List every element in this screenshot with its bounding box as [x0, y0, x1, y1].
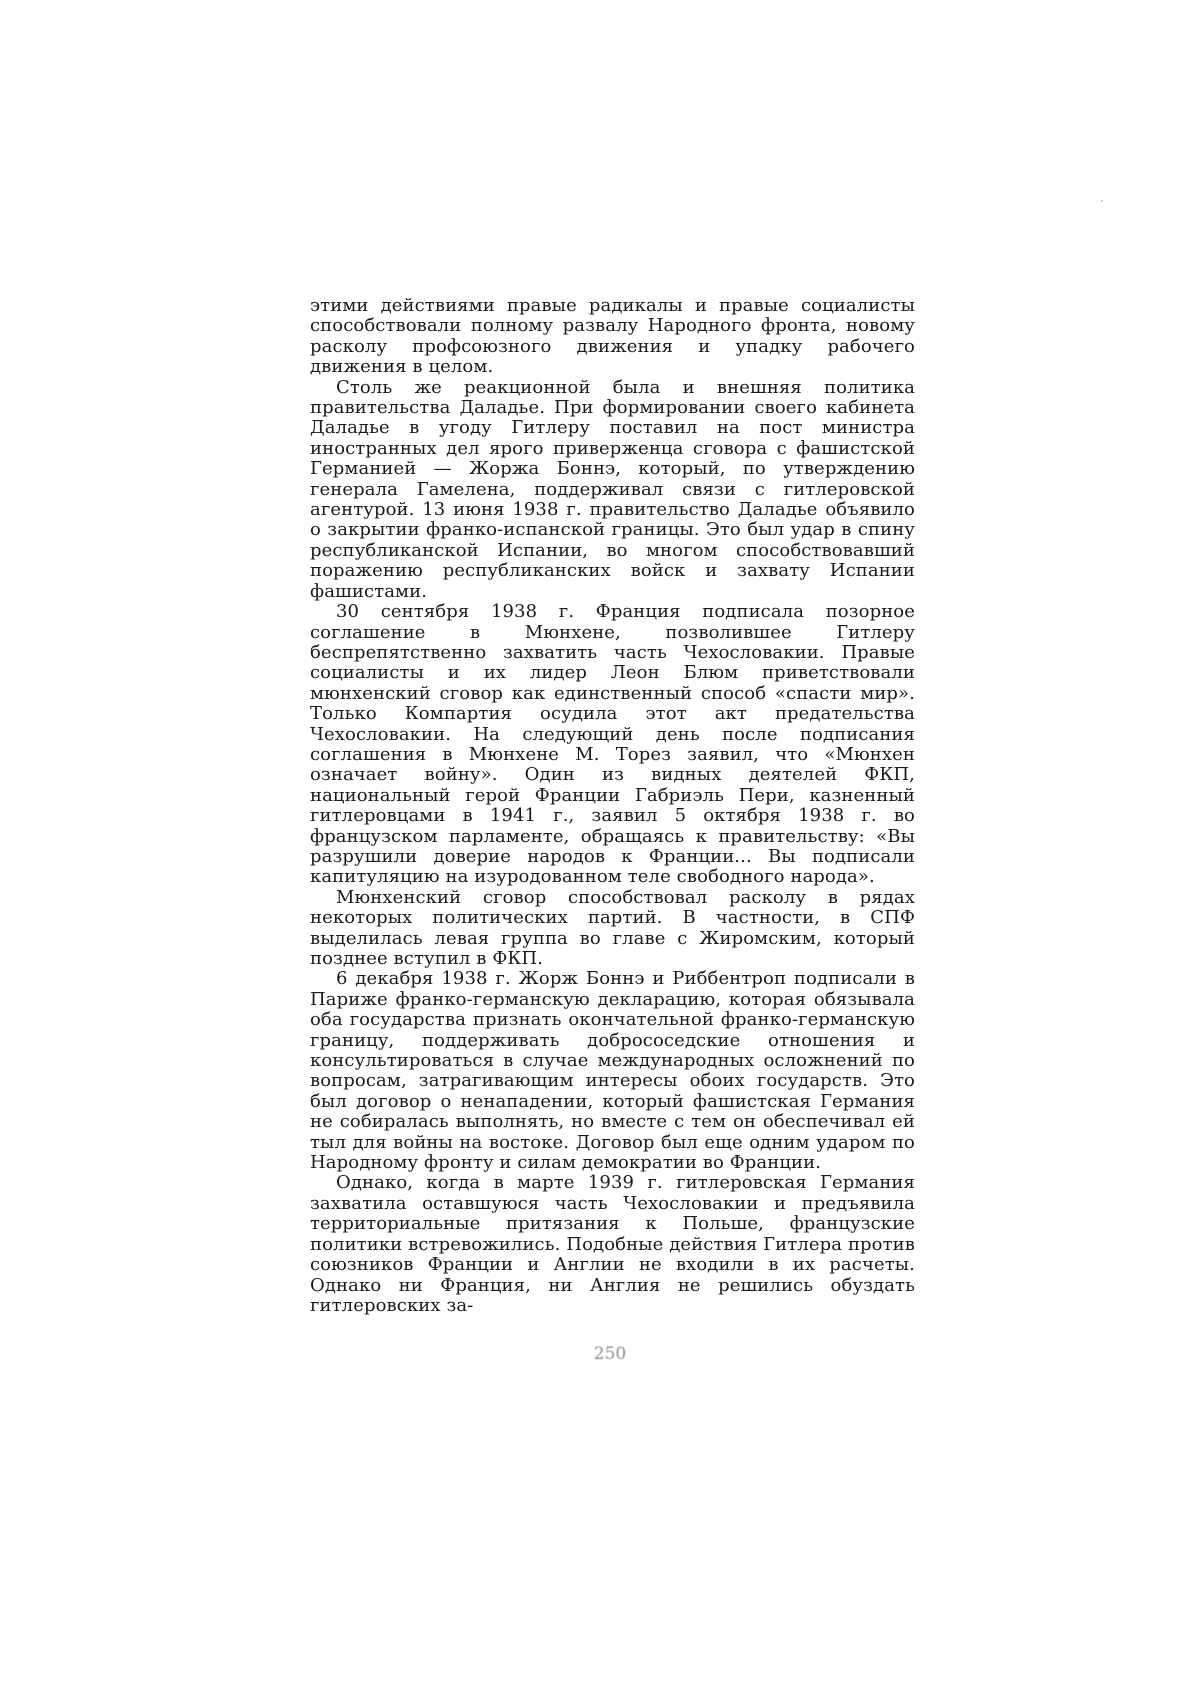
paragraph-franco-german-declaration: 6 декабря 1938 г. Жорж Боннэ и Риббентроп подписали в Париже франко-германскую декларацию, которая обязывала оба государства признать окончательной франко-германскую границу, поддерживать добрососедские отношения и консультироваться в случае международных осложнений по вопросам, затрагивающим интересы обоих государств. Это был договор о ненападении, который фашистская Германия не собиралась выполнять, но вместе с тем он обеспечивал ей тыл для войны на востоке. Договор был еще одним ударом по Народному фронту и силам демократии во Франции.: [310, 968, 915, 1174]
paragraph-march-1939: Однако, когда в марте 1939 г. гитлеровская Германия захватила оставшуюся часть Чехословакии и предъявила территориальные притязания к Польше, французские политики встревожились. Подобные действия Гитлера против союзников Франции и Англии не входили в их расчеты. Однако ни Франция, ни Англия не решились обуздать гитлеровских за-: [310, 1172, 915, 1316]
paragraph-munich-agreement: 30 сентября 1938 г. Франция подписала позорное соглашение в Мюнхене, позволившее Гитлеру беспрепятственно захватить часть Чехословакии. Правые социалисты и их лидер Леон Блюм приветствовали мюнхенский сговор как единственный способ «спасти мир». Только Компартия осудила этот акт предательства Чехословакии. На следующий день после подписания соглашения в Мюнхене М. Торез заявил, что «Мюнхен означает войну». Один из видных деятелей ФКП, национальный герой Франции Габриэль Пери, казненный гитлеровцами в 1941 г., заявил 5 октября 1938 г. во французском парламенте, обращаясь к правительству: «Вы разрушили доверие народов к Франции... Вы подписали капитуляцию на изуродованном теле свободного народа».: [310, 601, 915, 888]
paragraph-munich-split: Мюнхенский сговор способствовал расколу в рядах некоторых политических партий. В частности, в СПФ выделилась левая группа во главе с Жиромским, который позднее вступил в ФКП.: [310, 886, 915, 969]
scan-speck: [1101, 200, 1103, 202]
paragraph-continuation: этими действиями правые радикалы и правые социалисты способствовали полному развалу Народного фронта, новому расколу профсоюзного движения и упадку рабочего движения в целом.: [310, 295, 915, 378]
page-number: 250: [593, 1344, 627, 1364]
body-text: [310, 296, 915, 1316]
paragraph-daladier-foreign-policy: Столь же реакционной была и внешняя политика правительства Даладье. При формировании своего кабинета Даладье в угоду Гитлеру поставил на пост министра иностранных дел ярого приверженца сговора с фашистской Германией — Жоржа Боннэ, который, по утверждению генерала Гамелена, поддерживал связи с гитлеровской агентурой. 13 июня 1938 г. правительство Даладье объявило о закрытии франко-испанской границы. Это был удар в спину республиканской Испании, во многом способствовавший поражению республиканских войск и захвату Испании фашистами.: [310, 376, 915, 602]
